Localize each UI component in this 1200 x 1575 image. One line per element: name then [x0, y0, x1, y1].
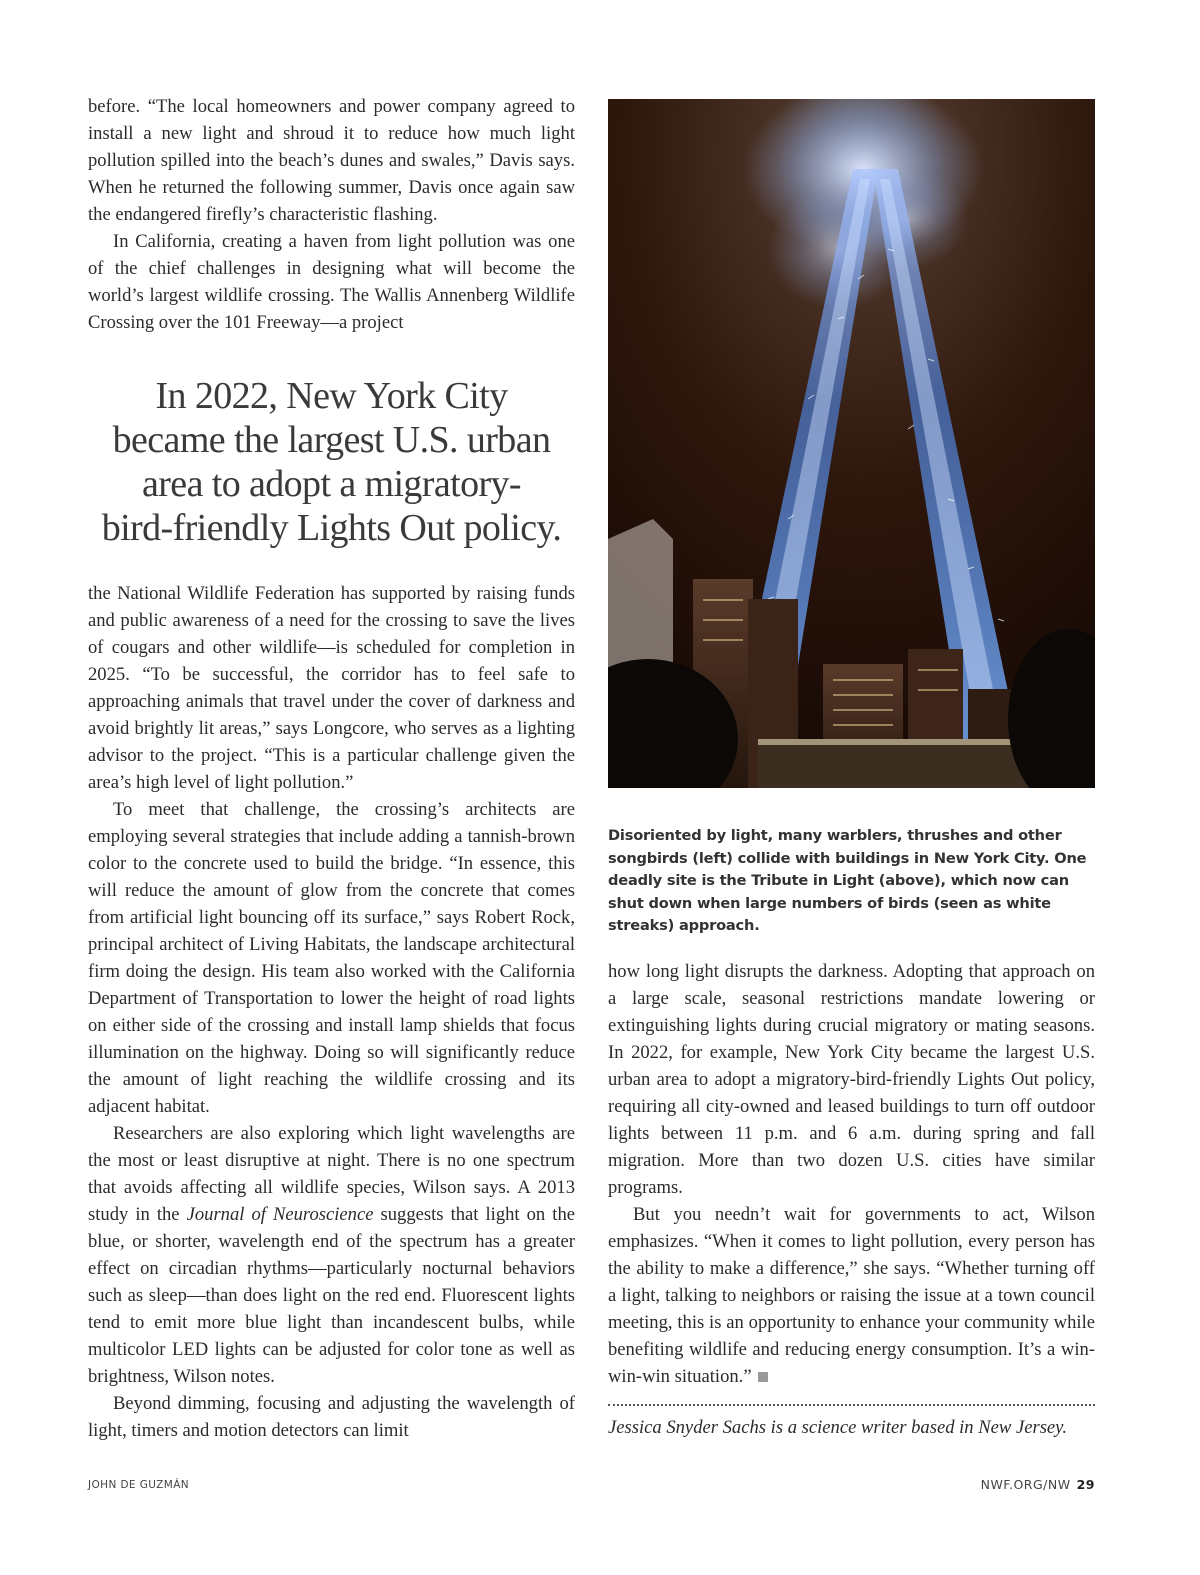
paragraph: To meet that challenge, the crossing’s architects are employing several strategies that include adding a tannish-brown color to the concrete used to build the bridge. “In essence, this will reduce the amount of glow from the concrete that comes from artificial light bouncing off its surface,” says Robert Rock, principal architect of Living Habitats, the landscape architectural firm doing the design. His team also worked with the California Department of Transportation to lower the height of road lights on either side of the crossing and install lamp shields that focus illumination on the highway. Doing so will significantly reduce the amount of light reaching the wildlife crossing and its adjacent habitat. — [88, 799, 575, 1117]
paragraph-text: suggests that light on the blue, or shorter, wavelength end of the spectrum has a greater effect on circadian rhythms—particularly nocturnal behaviors such as sleep—than does light on the red end. Fluorescent lights tend to emit more blue light than incandescent bulbs, while multicolor LED lights can be adjusted for color tone as well as brightness, Wilson notes. — [88, 1204, 575, 1387]
paragraph-text: Researchers are also exploring which light wavelengths are the most or least disruptive at night. There is no one spectrum that avoids affecting all wildlife species, Wilson says. A 2013 study in the — [88, 1123, 575, 1225]
right-column-bottom — [608, 958, 1095, 1390]
photo-caption: Disoriented by light, many warblers, thrushes and other songbirds (left) collide with buildings in New York City. One deadly site is the Tribute in Light (above), which now can shut down when large numbers of birds (seen as white streaks) approach. — [608, 827, 1087, 935]
left-column-top — [88, 93, 575, 336]
journal-title: Journal of Neuroscience — [186, 1204, 374, 1225]
pull-quote-line: area to adopt a migratory- — [141, 463, 521, 505]
divider — [608, 1404, 1095, 1406]
paragraph: the National Wildlife Federation has supported by raising funds and public awareness of a need for the crossing to save the lives of cougars and other wildlife—is scheduled for completion in 2025. “To be successful, the corridor has to feel safe to approaching animals that travel under the cover of darkness and avoid brightly lit areas,” says Longcore, who serves as a lighting advisor to the project. “This is a particular challenge given the area’s high level of light pollution.” — [88, 583, 575, 793]
pull-quote-line: In 2022, New York City — [155, 375, 508, 417]
end-mark-icon — [758, 1372, 768, 1382]
page-number: 29 — [1076, 1477, 1095, 1492]
site-url: NWF.ORG/NW — [980, 1477, 1071, 1492]
pull-quote-line: became the largest U.S. urban — [112, 419, 551, 461]
paragraph: how long light disrupts the darkness. Adopting that approach on a large scale, seasonal restrictions mandate lowering or extinguishing lights during crucial migratory or mating seasons. In 2022, for example, New York City became the largest U.S. urban area to adopt a migratory-bird-friendly Lights Out policy, requiring all city-owned and leased buildings to turn off outdoor lights between 11 p.m. and 6 a.m. during spring and fall migration. More than two dozen U.S. cities have similar programs. — [608, 961, 1095, 1198]
paragraph-text: But you needn’t wait for governments to act, Wilson emphasizes. “When it comes to light pollution, every person has the ability to make a difference,” she says. “Whether turning off a light, talking to neighbors or raising the issue at a town council meeting, this is an opportunity to enhance your community while benefiting wildlife and reducing energy consumption. It’s a win-win-win situation.” — [608, 1204, 1095, 1387]
pull-quote-line: bird-friendly Lights Out policy. — [101, 507, 562, 549]
photo-credit: JOHN DE GUZMÁN — [88, 1479, 190, 1491]
tribute-in-light-photo — [608, 99, 1095, 788]
pull-quote — [88, 374, 575, 550]
paragraph: before. “The local homeowners and power company agreed to install a new light and shroud it to reduce how much light pollution spilled into the beach’s dunes and swales,” Davis says. When he returned the following summer, Davis once again saw the endangered firefly’s characteristic flashing. — [88, 96, 575, 225]
author-bio: Jessica Snyder Sachs is a science writer based in New Jersey. — [608, 1417, 1068, 1438]
page-footer — [981, 1477, 1095, 1492]
paragraph — [88, 1120, 575, 1390]
paragraph: Beyond dimming, focusing and adjusting the wavelength of light, timers and motion detectors can limit — [88, 1393, 575, 1441]
paragraph — [608, 1201, 1095, 1390]
left-column-bottom — [88, 580, 575, 1444]
paragraph: In California, creating a haven from light pollution was one of the chief challenges in designing what will become the world’s largest wildlife crossing. The Wallis Annenberg Wildlife Crossing over the 101 Freeway—a project — [88, 231, 575, 333]
photo-illustration — [608, 99, 1095, 788]
